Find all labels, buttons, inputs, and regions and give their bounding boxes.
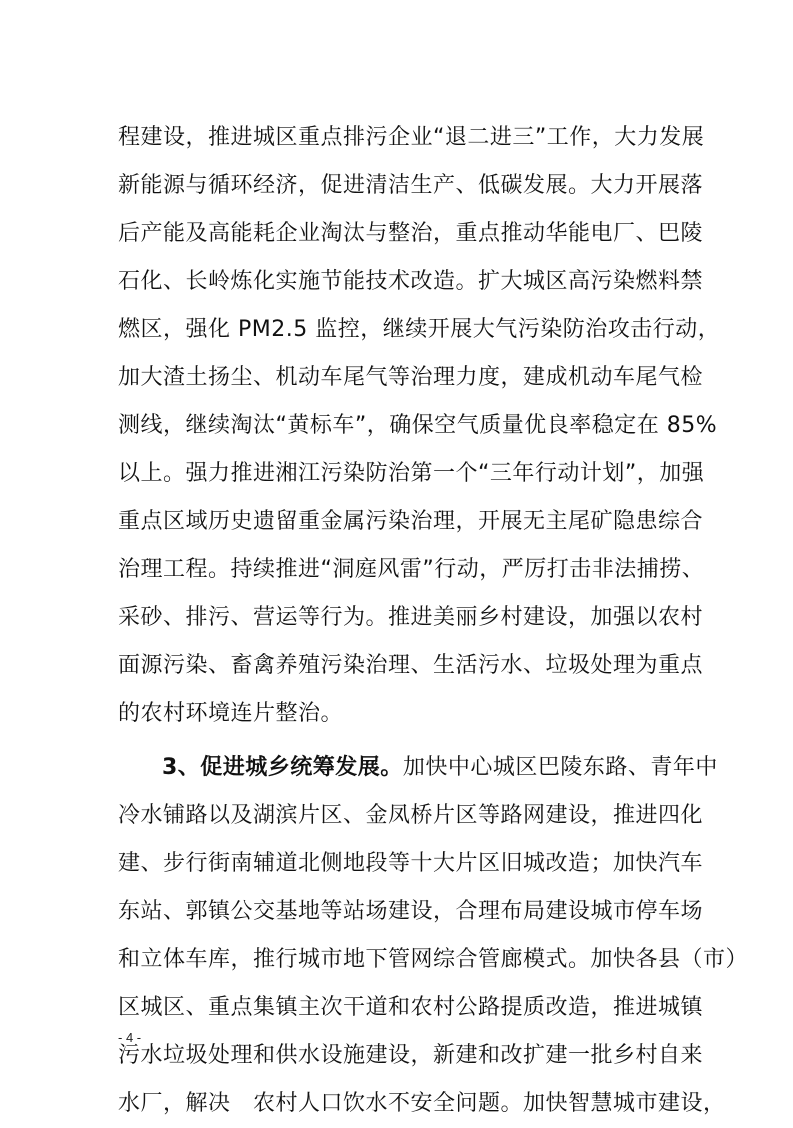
paragraph-line: 治理工程。持续推进“洞庭风雷”行动，严厉打击非法捕捞、 <box>118 557 705 582</box>
paragraph-line: 水厂，解决 农村人口饮水不安全问题。加快智慧城市建设， <box>118 1091 726 1116</box>
paragraph-line: 后产能及高能耗企业淘汰与整治，重点推动华能电厂、巴陵 <box>118 221 704 246</box>
body-text <box>118 114 749 1128</box>
paragraph-line: 石化、长岭炼化实施节能技术改造。扩大城区高污染燃料禁 <box>118 269 704 294</box>
paragraph-line: 测线，继续淘汰“黄标车”，确保空气质量优良率稳定在 85% <box>118 413 718 438</box>
paragraph-line: 采砂、排污、营运等行为。推进美丽乡村建设，加强以农村 <box>118 605 704 630</box>
paragraph-line: 和立体车库，推行城市地下管网综合管廊模式。加快各县（市） <box>118 947 749 972</box>
paragraph-environment <box>118 114 721 738</box>
paragraph-line: 重点区域历史遗留重金属污染治理，开展无主尾矿隐患综合 <box>118 509 704 534</box>
paragraph-line: 的农村环境连片整治。 <box>118 701 344 726</box>
paragraph-line: 燃区，强化 PM2.5 监控，继续开展大气污染防治攻击行动， <box>118 317 721 342</box>
paragraph-line: 冷水铺路以及湖滨片区、金凤桥片区等路网建设，推进四化 <box>118 803 704 828</box>
page-number: - 4 - <box>118 1030 142 1045</box>
paragraph-urban-rural <box>118 744 749 1128</box>
paragraph-line: 以上。强力推进湘江污染防治第一个“三年行动计划”，加强 <box>118 461 705 486</box>
section-heading: 3、促进城乡统筹发展。 <box>162 755 403 780</box>
paragraph-line: 建、步行街南辅道北侧地段等十大片区旧城改造；加快汽车 <box>118 851 704 876</box>
paragraph-line-rest: 加快中心城区巴陵东路、青年中 <box>402 755 718 780</box>
paragraph-line: 加大渣土扬尘、机动车尾气等治理力度，建成机动车尾气检 <box>118 365 704 390</box>
paragraph-line: 程建设，推进城区重点排污企业“退二进三”工作，大力发展 <box>118 125 705 150</box>
paragraph-line: 东站、郭镇公交基地等站场建设，合理布局建设城市停车场 <box>118 899 704 924</box>
paragraph-first-line <box>118 744 718 792</box>
paragraph-line: 新能源与循环经济，促进清洁生产、低碳发展。大力开展落 <box>118 173 704 198</box>
paragraph-line: 污水垃圾处理和供水设施建设，新建和改扩建一批乡村自来 <box>118 1043 704 1068</box>
paragraph-line: 区城区、重点集镇主次干道和农村公路提质改造，推进城镇 <box>118 995 704 1020</box>
paragraph-line: 面源污染、畜禽养殖污染治理、生活污水、垃圾处理为重点 <box>118 653 704 678</box>
